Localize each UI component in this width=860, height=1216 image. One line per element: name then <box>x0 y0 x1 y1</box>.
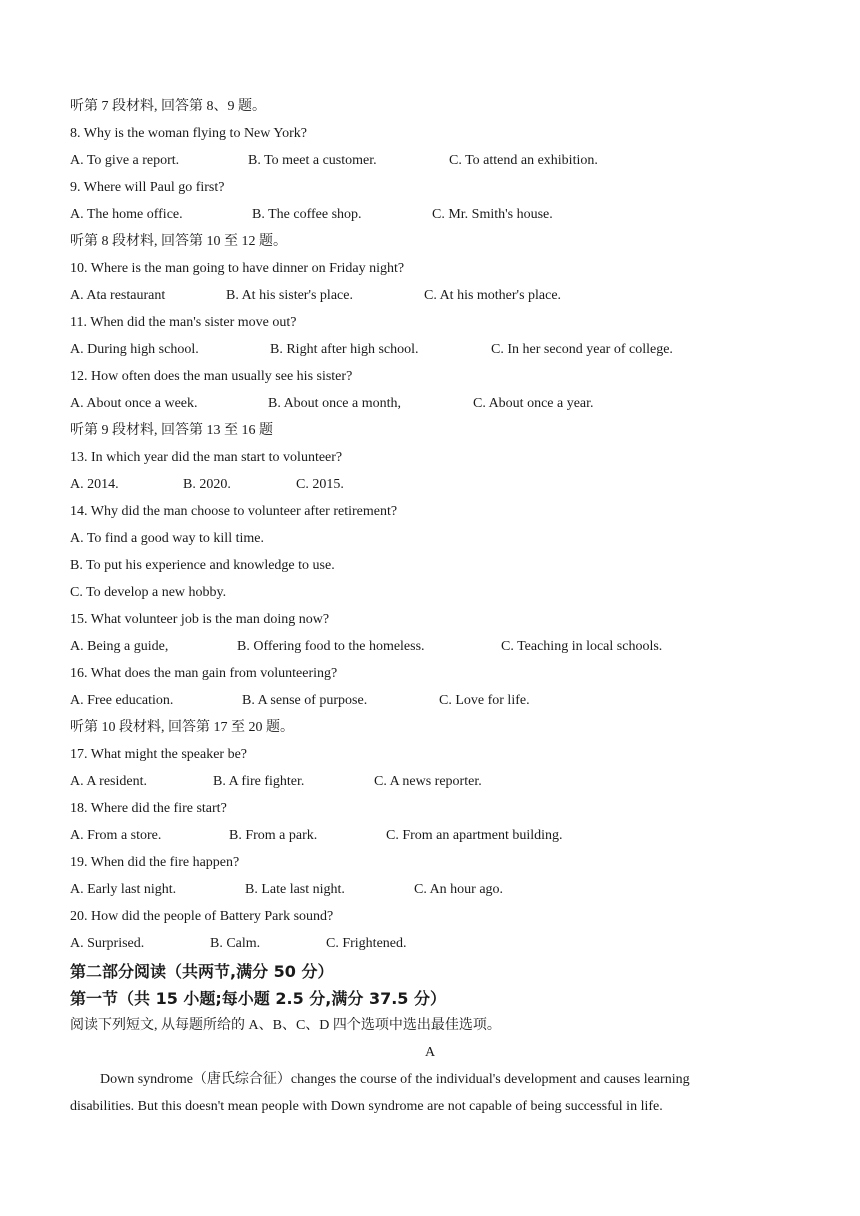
answer-option: B. About once a month, <box>268 396 401 411</box>
paragraph-start: Down syndrome（唐氏综合征）changes the course of the individual's development and causes learning <box>100 1072 690 1087</box>
question-text: 8. Why is the woman flying to New York? <box>70 126 307 141</box>
answer-option: B. Calm. <box>210 936 261 951</box>
answer-option: A. Surprised. <box>70 936 145 951</box>
answer-option: A. Free education. <box>70 693 174 708</box>
answer-option: A. Being a guide, <box>70 639 169 654</box>
answer-option: C. Mr. Smith's house. <box>432 207 553 222</box>
question-text: 15. What volunteer job is the man doing now? <box>70 612 330 627</box>
question-text: 17. What might the speaker be? <box>70 747 248 762</box>
listening-instruction: 听第 7 段材料, 回答第 8、9 题。 <box>70 99 266 114</box>
section-heading: 第一节（共 15 小题;每小题 2.5 分,满分 37.5 分） <box>70 989 446 1008</box>
text-line: disabilities. But this doesn't mean people with Down syndrome are not capable of being successful in life. <box>70 1099 663 1114</box>
question-text: 18. Where did the fire start? <box>70 801 227 816</box>
answer-option: A. From a store. <box>70 828 162 843</box>
answer-option: B. At his sister's place. <box>226 288 353 303</box>
answer-option: C. Love for life. <box>439 693 530 708</box>
answer-option: A. To give a report. <box>70 153 180 168</box>
answer-option: B. Late last night. <box>245 882 345 897</box>
listening-instruction: 听第 9 段材料, 回答第 13 至 16 题 <box>70 423 273 438</box>
answer-option: A. Ata restaurant <box>70 288 166 303</box>
answer-option: A. During high school. <box>70 342 199 357</box>
question-text: 9. Where will Paul go first? <box>70 180 225 195</box>
section-heading: 第二部分阅读（共两节,满分 50 分） <box>70 962 334 981</box>
listening-instruction: 听第 10 段材料, 回答第 17 至 20 题。 <box>70 720 294 735</box>
text-line: C. To develop a new hobby. <box>70 585 227 600</box>
answer-option: B. The coffee shop. <box>252 207 362 222</box>
question-text: 11. When did the man's sister move out? <box>70 315 297 330</box>
answer-option: A. Early last night. <box>70 882 177 897</box>
answer-option: C. At his mother's place. <box>424 288 562 303</box>
question-text: 13. In which year did the man start to volunteer? <box>70 450 343 465</box>
answer-option: C. 2015. <box>296 477 344 492</box>
answer-option: B. 2020. <box>183 477 231 492</box>
question-text: 10. Where is the man going to have dinner on Friday night? <box>70 261 405 276</box>
answer-option: B. A sense of purpose. <box>242 693 368 708</box>
answer-option: B. Right after high school. <box>270 342 419 357</box>
answer-option: C. Frightened. <box>326 936 407 951</box>
text-line: B. To put his experience and knowledge to use. <box>70 558 335 573</box>
answer-option: C. About once a year. <box>473 396 594 411</box>
answer-option: A. 2014. <box>70 477 119 492</box>
answer-option: C. Teaching in local schools. <box>501 639 663 654</box>
question-text: 16. What does the man gain from volunteering? <box>70 666 338 681</box>
question-text: 19. When did the fire happen? <box>70 855 240 870</box>
passage-label: A <box>424 1045 436 1060</box>
answer-option: A. About once a week. <box>70 396 198 411</box>
answer-option: A. A resident. <box>70 774 147 789</box>
answer-option: B. To meet a customer. <box>248 153 377 168</box>
answer-option: C. From an apartment building. <box>386 828 563 843</box>
answer-option: C. A news reporter. <box>374 774 482 789</box>
text-line: A. To find a good way to kill time. <box>70 531 264 546</box>
answer-option: B. Offering food to the homeless. <box>237 639 425 654</box>
text-line: 阅读下列短文, 从每题所给的 A、B、C、D 四个选项中选出最佳选项。 <box>70 1018 501 1033</box>
answer-option: C. An hour ago. <box>414 882 504 897</box>
listening-instruction: 听第 8 段材料, 回答第 10 至 12 题。 <box>70 234 287 249</box>
answer-option: B. A fire fighter. <box>213 774 305 789</box>
answer-option: C. To attend an exhibition. <box>449 153 598 168</box>
question-text: 20. How did the people of Battery Park sound? <box>70 909 334 924</box>
question-text: 14. Why did the man choose to volunteer after retirement? <box>70 504 398 519</box>
answer-option: C. In her second year of college. <box>491 342 673 357</box>
answer-option: B. From a park. <box>229 828 318 843</box>
answer-option: A. The home office. <box>70 207 183 222</box>
question-text: 12. How often does the man usually see his sister? <box>70 369 353 384</box>
